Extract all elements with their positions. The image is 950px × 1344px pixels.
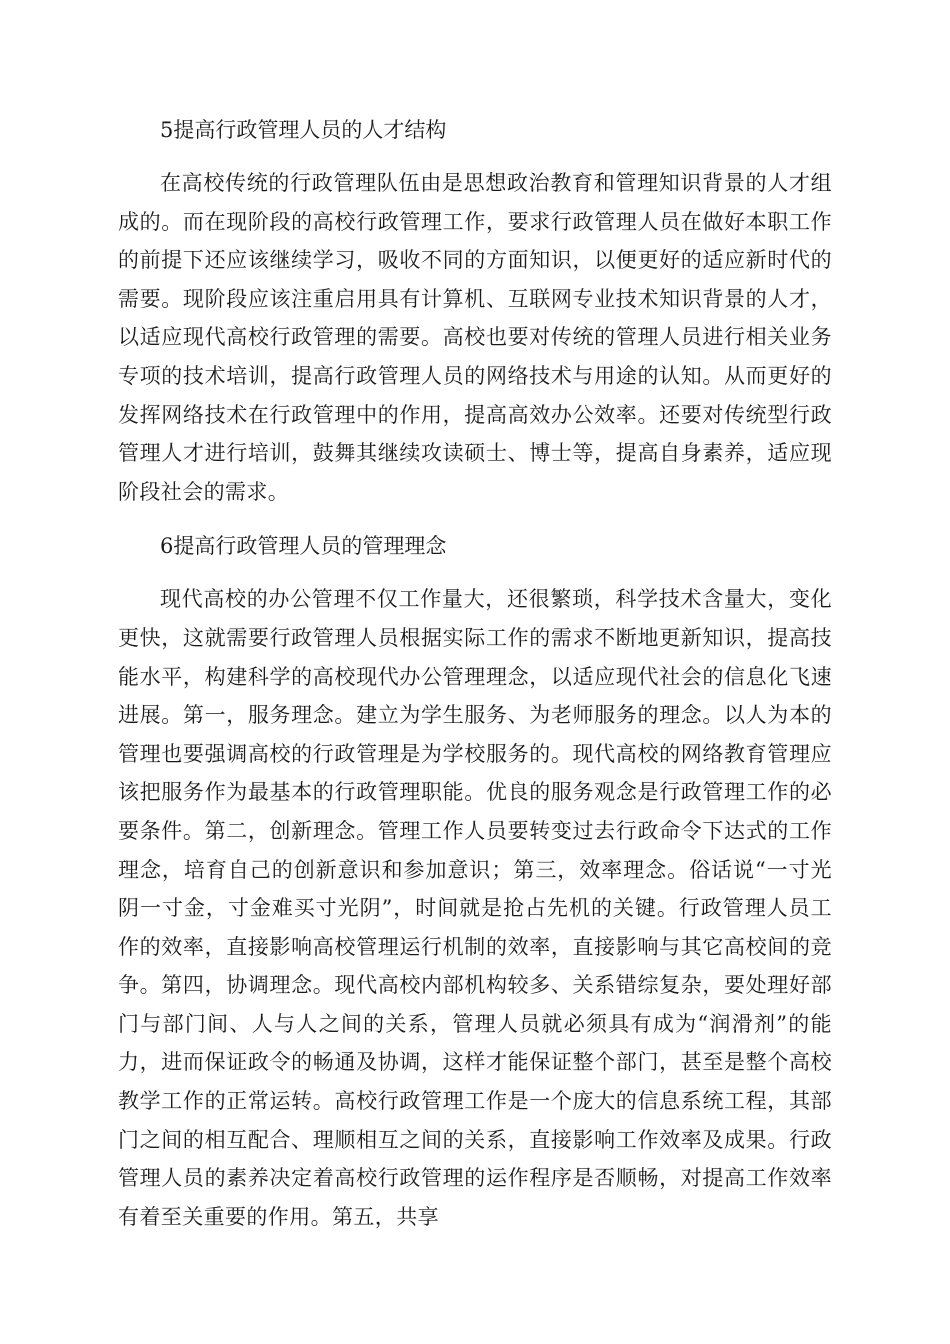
section-heading: 5提高行政管理人员的人才结构 — [160, 118, 447, 142]
section-paragraph: 在高校传统的行政管理队伍由是思想政治教育和管理知识背景的人才组成的。而在现阶段的高校行政管理工作，要求行政管理人员在做好本职工作的前提下还应该继续学习，吸收不同的方面知识，以便更好的适应新时代的需要。现阶段应该注重启用具有计算机、互联网专业技术知识背景的人才，以适应现代高校行政管理的需要。高校也要对传统的管理人员进行相关业务专项的技术培训，提高行政管理人员的网络技术与用途的认知。从而更好的发挥网络技术在行政管理中的作用，提高高效办公效率。还要对传统型行政管理人才进行培训，鼓舞其继续攻读硕士、博士等，提高自身素养，适应现阶段社会的需求。 — [118, 171, 832, 504]
section-5 — [118, 110, 832, 511]
section-paragraph: 现代高校的办公管理不仅工作量大，还很繁琐，科学技术含量大，变化更快，这就需要行政管理人员根据实际工作的需求不断地更新知识，提高技能水平，构建科学的高校现代办公管理理念，以适应现代社会的信息化飞速进展。第一，服务理念。建立为学生服务、为老师服务的理念。以人为本的管理也要强调高校的行政管理是为学校服务的。现代高校的网络教育管理应该把服务作为最基本的行政管理职能。优良的服务观念是行政管理工作的必要条件。第二，创新理念。管理工作人员要转变过去行政命令下达式的工作理念，培育自己的创新意识和参加意识；第三，效率理念。俗话说“一寸光阴一寸金，寸金难买寸光阴”，时间就是抢占先机的关键。行政管理人员工作的效率，直接影响高校管理运行机制的效率，直接影响与其它高校间的竞争。第四，协调理念。现代高校内部机构较多、关系错综复杂，要处理好部门与部门间、人与人之间的关系，管理人员就必须具有成为“润滑剂”的能力，进而保证政令的畅通及协调，这样才能保证整个部门，甚至是整个高校教学工作的正常运转。高校行政管理工作是一个庞大的信息系统工程，其部门之间的相互配合、理顺相互之间的关系，直接影响工作效率及成果。行政管理人员的素养决定着高校行政管理的运作程序是否顺畅，对提高工作效率有着至关重要的作用。第五，共享 — [118, 587, 832, 1229]
section-heading: 6提高行政管理人员的管理理念 — [160, 534, 447, 559]
section-6 — [118, 526, 832, 1236]
document-page — [118, 110, 832, 1251]
